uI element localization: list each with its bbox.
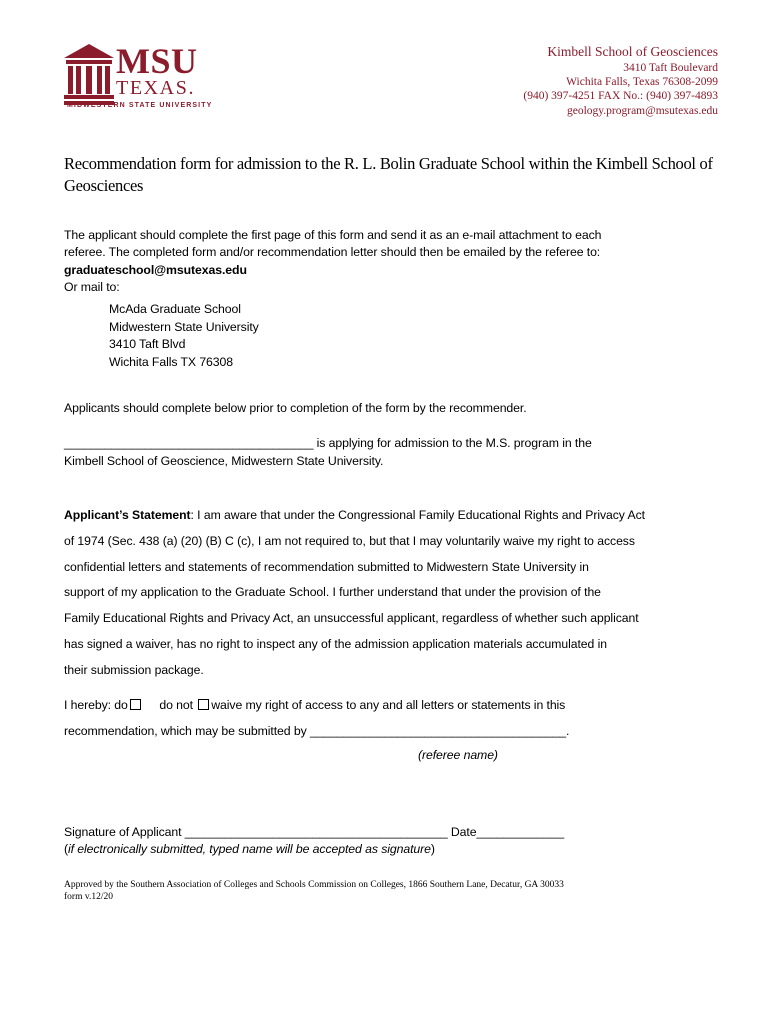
do-not-label: do not	[159, 698, 193, 712]
intro-line-2: referee. The completed form and/or recommendation letter should then be emailed by the referee to:	[64, 245, 601, 259]
mail-line-1: McAda Graduate School	[109, 302, 241, 316]
page-title: Recommendation form for admission to the R. L. Bolin Graduate School within the Kimbell School of Geosciences	[64, 154, 713, 195]
contact-email: geology.program@msutexas.edu	[566, 105, 718, 117]
msu-building-logo-icon	[64, 44, 114, 106]
statement-line-1: : I am aware that under the Congressional Family Educational Rights and Privacy Act	[190, 508, 645, 522]
note-close-paren: )	[430, 842, 435, 856]
mail-line-4: Wichita Falls TX 76308	[109, 355, 234, 369]
applicants-note: Applicants should complete below prior to completion of the form by the recommender.	[64, 401, 527, 415]
do-not-checkbox[interactable]	[198, 699, 209, 710]
footer	[64, 879, 564, 903]
logo-state: TEXAS.	[116, 77, 196, 99]
note-open-paren: (	[64, 842, 68, 856]
graduate-email-link[interactable]: graduateschool@msutexas.edu	[64, 263, 247, 277]
waiver-line-2[interactable]: recommendation, which may be submitted by ______________________________________.	[64, 724, 570, 738]
applicant-statement	[64, 503, 684, 684]
mail-line-3: 3410 Taft Blvd	[109, 337, 186, 351]
statement-line-4: support of my application to the Graduate School. I further understand that under the provision of the	[64, 585, 601, 600]
applicant-name-blank[interactable]: _____________________________________	[64, 436, 314, 450]
applying-line-1	[64, 435, 592, 453]
hereby-label: I hereby: do	[64, 698, 128, 712]
intro-line-1: The applicant should complete the first page of this form and send it as an e-mail attachment to each	[64, 228, 602, 242]
statement-line-2: of 1974 (Sec. 438 (a) (20) (B) C (c), I am not required to, but that I may voluntarily waive my right to access	[64, 533, 635, 548]
do-checkbox[interactable]	[130, 699, 141, 710]
logo-brand: MSU	[116, 41, 198, 81]
statement-line-3: confidential letters and statements of recommendation submitted to Midwestern State University in	[64, 559, 589, 574]
applying-text: is applying for admission to the M.S. program in the	[313, 436, 592, 450]
signature-note-text: if electronically submitted, typed name will be accepted as signature	[68, 842, 431, 856]
statement-line-5: Family Educational Rights and Privacy Act, an unsuccessful applicant, regardless of whether such applicant	[64, 611, 639, 626]
waiver-rest: waive my right of access to any and all letters or statements in this	[211, 698, 566, 712]
accreditation-note: Approved by the Southern Association of Colleges and Schools Commission on Colleges, 1866 Southern Lane, Decatur, GA 30033	[64, 880, 564, 890]
street-address: 3410 Taft Boulevard	[623, 62, 718, 74]
statement-line-7: their submission package.	[64, 662, 204, 677]
signature-note	[64, 841, 435, 859]
waiver-line-1	[64, 697, 565, 715]
logo-tagline: MIDWESTERN STATE UNIVERSITY	[67, 102, 213, 109]
statement-line-6: has signed a waiver, has no right to inspect any of the admission application materials accumulated in	[64, 636, 607, 651]
or-mail-label: Or mail to:	[64, 280, 120, 294]
school-name: Kimbell School of Geosciences	[547, 44, 718, 59]
applying-line-2: Kimbell School of Geoscience, Midwestern State University.	[64, 454, 384, 468]
mail-line-2: Midwestern State University	[109, 320, 259, 334]
form-version: form v.12/20	[64, 892, 113, 902]
phone-fax: (940) 397-4251 FAX No.: (940) 397-4893	[523, 90, 718, 102]
statement-heading: Applicant’s Statement	[64, 508, 191, 522]
signature-line[interactable]: Signature of Applicant _______________________________________ Date_____________	[64, 825, 565, 839]
referee-name-note: (referee name)	[418, 748, 498, 762]
city-address: Wichita Falls, Texas 76308-2099	[566, 76, 718, 88]
